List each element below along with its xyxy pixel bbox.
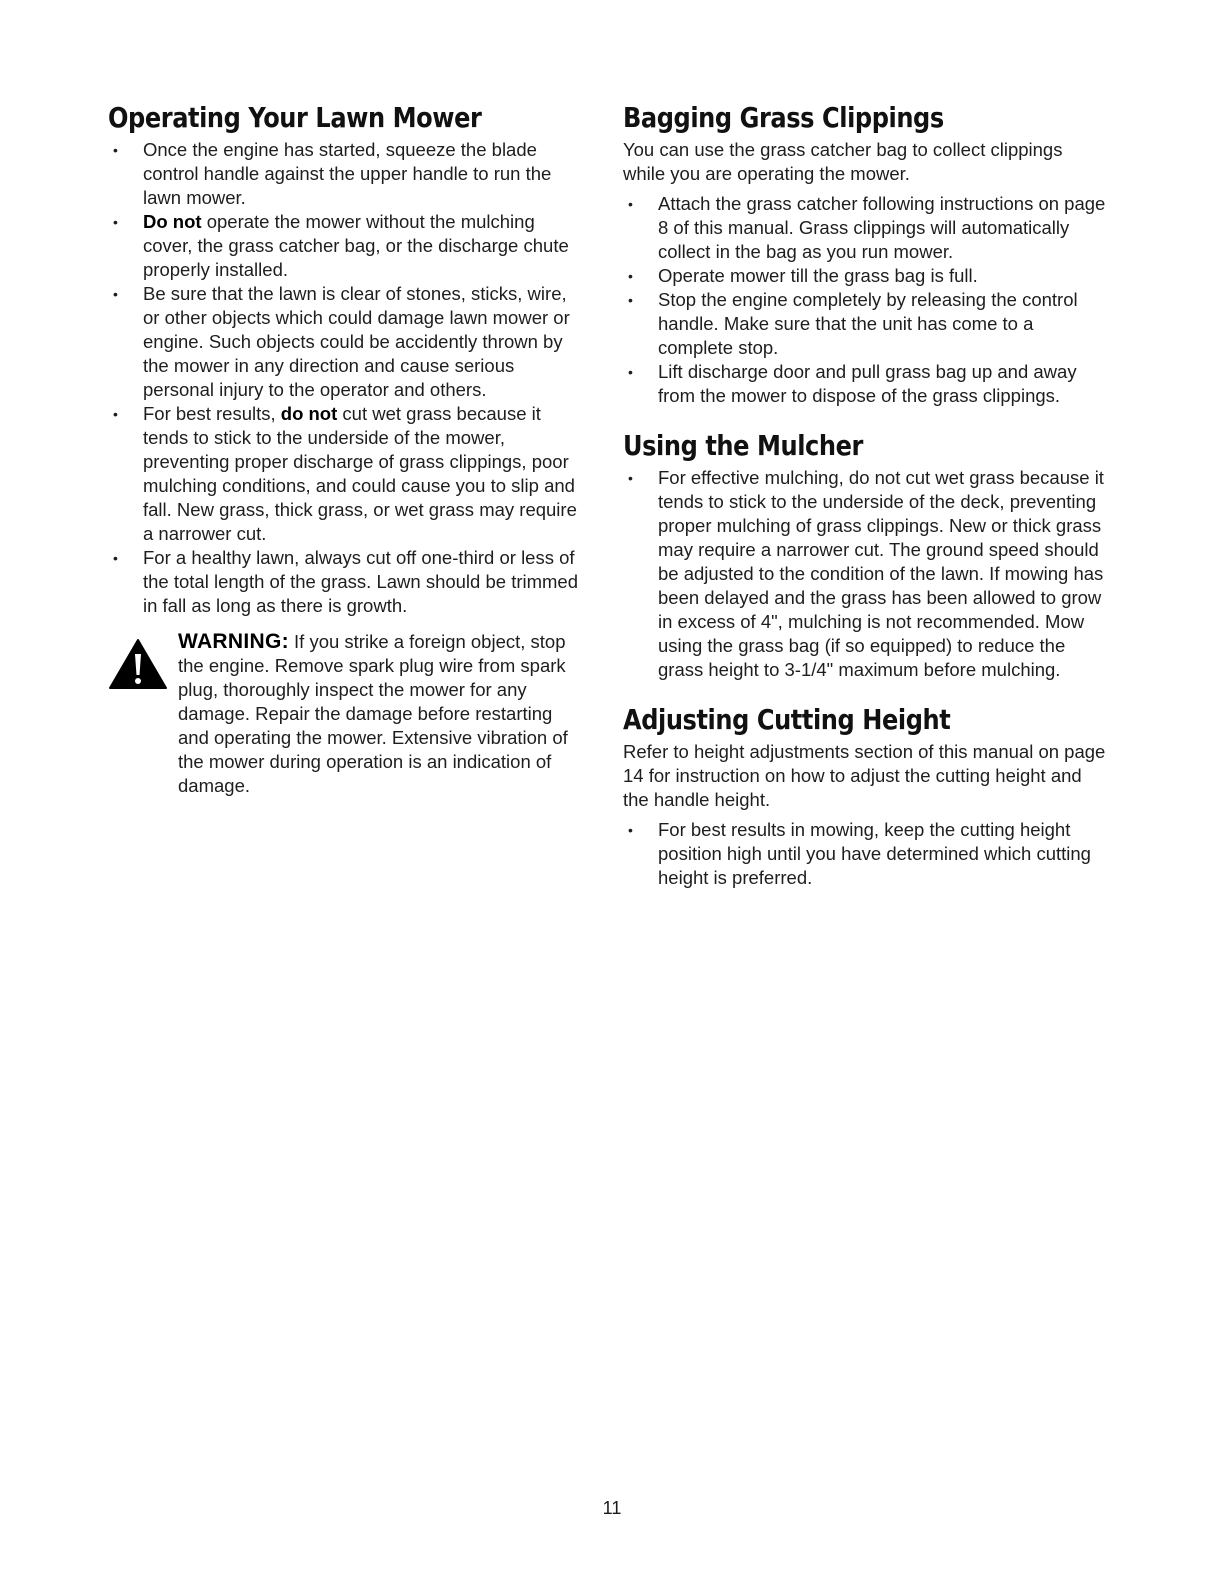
left-column [108,98,588,798]
list-item: • Lift discharge door and pull grass bag up and away from the mower to dispose of the grass clippings. [623,360,1108,408]
bagging-list [623,192,1108,408]
warning-triangle-icon [108,638,168,690]
bagging-intro: You can use the grass catcher bag to collect clippings while you are operating the mower. [623,139,1063,184]
warning-label: WARNING: [178,630,289,653]
page-number: 11 [602,1498,622,1518]
height-list [623,818,1108,890]
list-item: • Do not operate the mower without the mulching cover, the grass catcher bag, or the discharge chute properly installed. [108,210,588,282]
right-column [623,98,1108,890]
warning-text: WARNING: If you strike a foreign object, stop the engine. Remove spark plug wire from spark plug, thoroughly inspect the mower for any damage. Repair the damage before restarting and operating the mower. Extensive vibration of the mower during operation is an indication of damage. [178,630,568,796]
list-item: • Operate mower till the grass bag is full. [623,264,1108,288]
height-heading: Adjusting Cutting Height [623,703,951,736]
section-spacer [623,408,1108,426]
section-spacer [623,682,1108,700]
list-item: • Be sure that the lawn is clear of stones, sticks, wire, or other objects which could damage lawn mower or engine. Such objects could be accidently thrown by the mower in any direction and cause serious personal injury to the operator and others. [108,282,588,402]
mulcher-list [623,466,1108,682]
list-item: • Once the engine has started, squeeze the blade control handle against the upper handle to run the lawn mower. [108,138,588,210]
mulcher-heading: Using the Mulcher [623,429,863,462]
list-item: • Stop the engine completely by releasing the control handle. Make sure that the unit has come to a complete stop. [623,288,1108,360]
bagging-heading: Bagging Grass Clippings [623,101,944,134]
operating-list [108,138,588,618]
list-item: • For a healthy lawn, always cut off one-third or less of the total length of the grass. Lawn should be trimmed in fall as long as there is growth. [108,546,588,618]
list-item: • Attach the grass catcher following instructions on page 8 of this manual. Grass clippings will automatically collect in the bag as you run mower. [623,192,1108,264]
list-item: • For effective mulching, do not cut wet grass because it tends to stick to the underside of the deck, preventing proper mulching of grass clippings. New or thick grass may require a narrower cut. The ground speed should be adjusted to the condition of the lawn. If mowing has been delayed and the grass has been allowed to grow in excess of 4", mulching is not recommended. Mow using the grass bag (if so equipped) to reduce the grass height to 3-1/4" maximum before mulching. [623,466,1108,682]
height-intro: Refer to height adjustments section of this manual on page 14 for instruction on how to adjust the cutting height and the handle height. [623,741,1106,810]
warning-block [108,630,588,798]
list-item: • For best results, do not cut wet grass because it tends to stick to the underside of the mower, preventing proper discharge of grass clippings, poor mulching conditions, and could cause you to slip and fall. New grass, thick grass, or wet grass may require a narrower cut. [108,402,588,546]
operating-heading: Operating Your Lawn Mower [108,101,482,134]
list-item: • For best results in mowing, keep the cutting height position high until you have determined which cutting height is preferred. [623,818,1108,890]
